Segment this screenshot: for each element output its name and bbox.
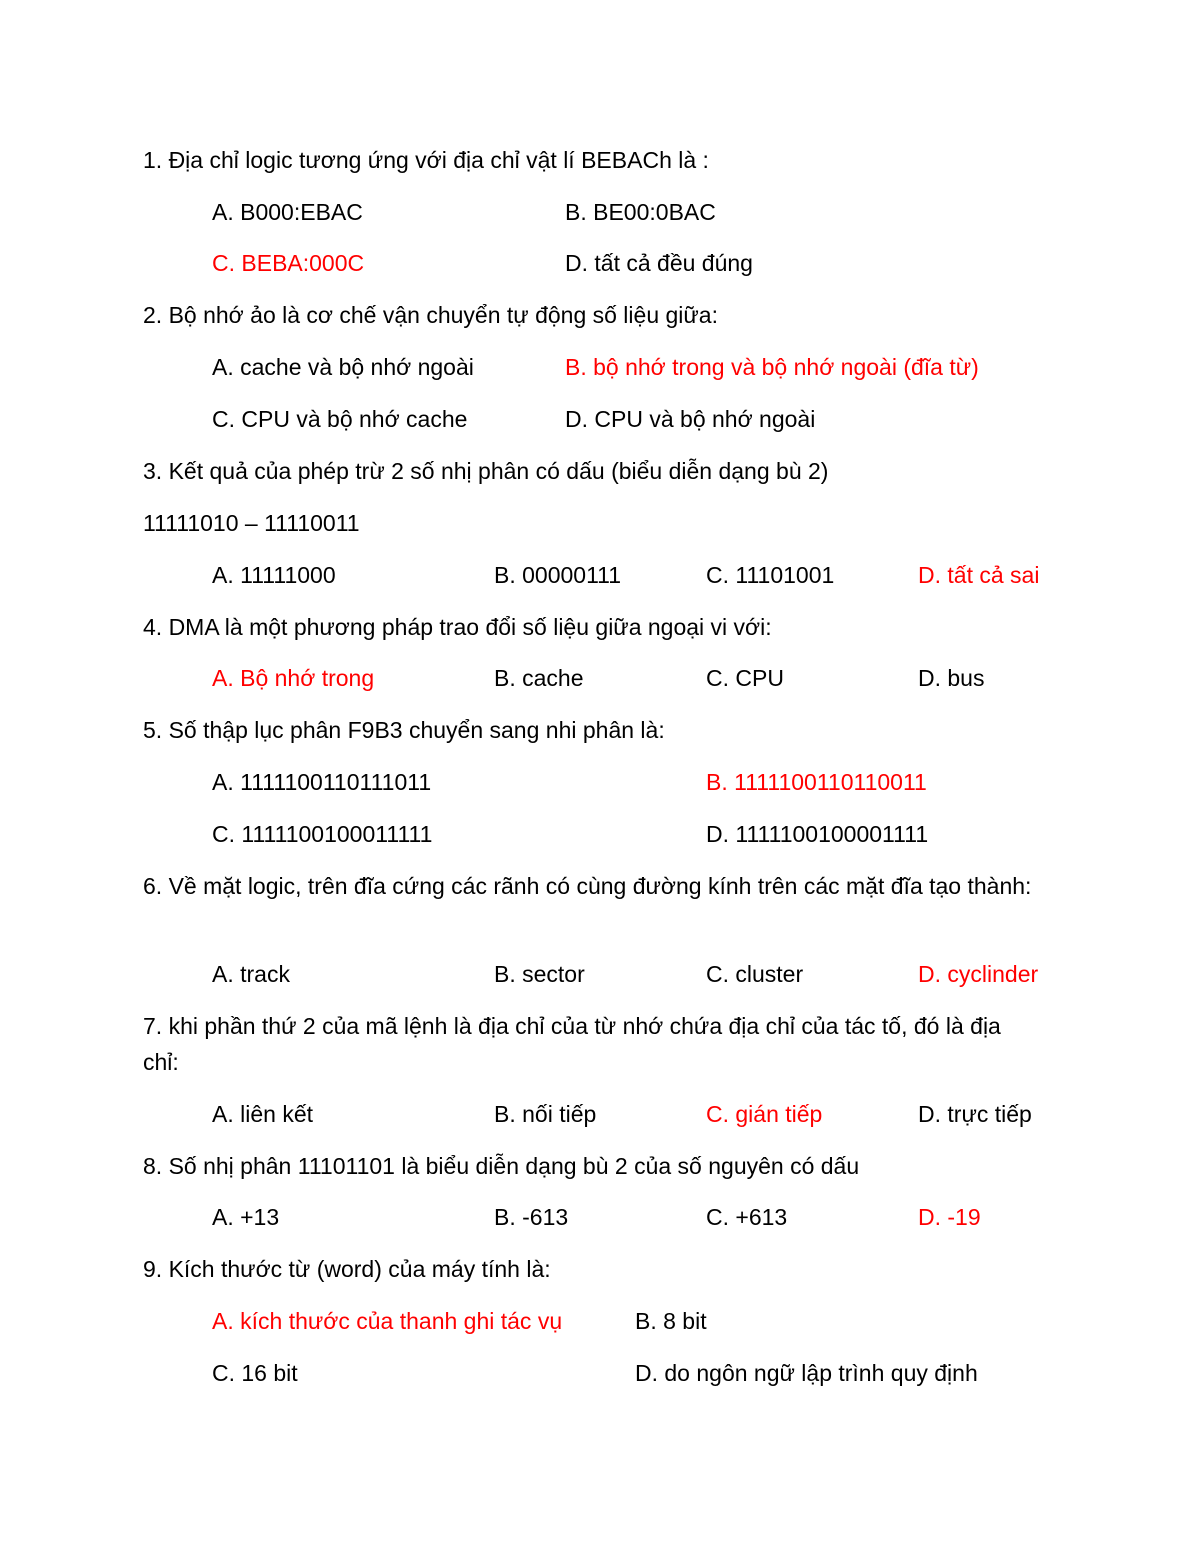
question-8-option-d-correct: D. -19 xyxy=(918,1204,981,1230)
question-4-option-c: C. CPU xyxy=(706,665,784,691)
question-9-option-d: D. do ngôn ngữ lập trình quy định xyxy=(635,1360,978,1386)
question-4-option-a-correct: A. Bộ nhớ trong xyxy=(212,665,375,691)
question-9-option-b: B. 8 bit xyxy=(635,1308,707,1334)
question-2-option-c: C. CPU và bộ nhớ cache xyxy=(212,406,468,432)
question-2-stem: 2. Bộ nhớ ảo là cơ chế vận chuyển tự động số liệu giữa: xyxy=(143,302,718,328)
question-6-option-d-correct: D. cyclinder xyxy=(918,961,1039,987)
question-6-option-a: A. track xyxy=(212,961,290,987)
question-7-option-d: D. trực tiếp xyxy=(918,1101,1032,1127)
question-3-stem: 3. Kết quả của phép trừ 2 số nhị phân có dấu (biểu diễn dạng bù 2) xyxy=(143,458,829,484)
question-4-option-b: B. cache xyxy=(494,665,584,691)
question-5-stem: 5. Số thập lục phân F9B3 chuyển sang nhi phân là: xyxy=(143,717,665,743)
question-3-option-d-correct: D. tất cả sai xyxy=(918,562,1040,588)
question-3-option-c: C. 11101001 xyxy=(706,562,835,588)
question-4-stem: 4. DMA là một phương pháp trao đổi số liệu giữa ngoại vi với: xyxy=(143,614,772,640)
question-4-option-d: D. bus xyxy=(918,665,985,691)
question-6-option-c: C. cluster xyxy=(706,961,804,987)
question-3-option-a: A. 11111000 xyxy=(212,562,336,588)
question-3-expression: 11111010 – 11110011 xyxy=(143,510,360,536)
question-9-option-c: C. 16 bit xyxy=(212,1360,298,1386)
question-1-option-a: A. B000:EBAC xyxy=(212,199,363,225)
question-2-option-b-correct: B. bộ nhớ trong và bộ nhớ ngoài (đĩa từ) xyxy=(565,354,979,380)
question-5-option-b-correct: B. 1111100110110011 xyxy=(706,769,927,795)
question-8-option-c: C. +613 xyxy=(706,1204,788,1230)
question-7-option-c-correct: C. gián tiếp xyxy=(706,1101,823,1127)
question-9-stem: 9. Kích thước từ (word) của máy tính là: xyxy=(143,1256,551,1282)
question-1-option-d: D. tất cả đều đúng xyxy=(565,250,753,276)
question-6-stem: 6. Về mặt logic, trên đĩa cứng các rãnh có cùng đường kính trên các mặt đĩa tạo thành: xyxy=(143,873,1032,899)
question-7-option-b: B. nối tiếp xyxy=(494,1101,597,1127)
question-7-option-a: A. liên kết xyxy=(212,1101,313,1127)
question-1-stem: 1. Địa chỉ logic tương ứng với địa chỉ vật lí BEBACh là : xyxy=(143,147,709,173)
question-8-stem: 8. Số nhị phân 11101101 là biểu diễn dạng bù 2 của số nguyên có dấu xyxy=(143,1153,860,1179)
question-8-option-b: B. -613 xyxy=(494,1204,569,1230)
question-6-option-b: B. sector xyxy=(494,961,585,987)
question-9-option-a-correct: A. kích thước của thanh ghi tác vụ xyxy=(212,1308,563,1334)
question-5-option-c: C. 1111100100011111 xyxy=(212,821,433,847)
question-1-option-b: B. BE00:0BAC xyxy=(565,199,716,225)
question-5-option-d: D. 1111100100001111 xyxy=(706,821,929,847)
question-8-option-a: A. +13 xyxy=(212,1204,280,1230)
question-2-option-d: D. CPU và bộ nhớ ngoài xyxy=(565,406,816,432)
question-2-option-a: A. cache và bộ nhớ ngoài xyxy=(212,354,474,380)
question-7-stem: 7. khi phần thứ 2 của mã lệnh là địa chỉ của từ nhớ chứa địa chỉ của tác tố, đó là địa chỉ: xyxy=(143,1013,1001,1075)
question-5-option-a: A. 1111100110111011 xyxy=(212,769,432,795)
question-3-option-b: B. 00000111 xyxy=(494,562,622,588)
question-1-option-c-correct: C. BEBA:000C xyxy=(212,250,365,276)
